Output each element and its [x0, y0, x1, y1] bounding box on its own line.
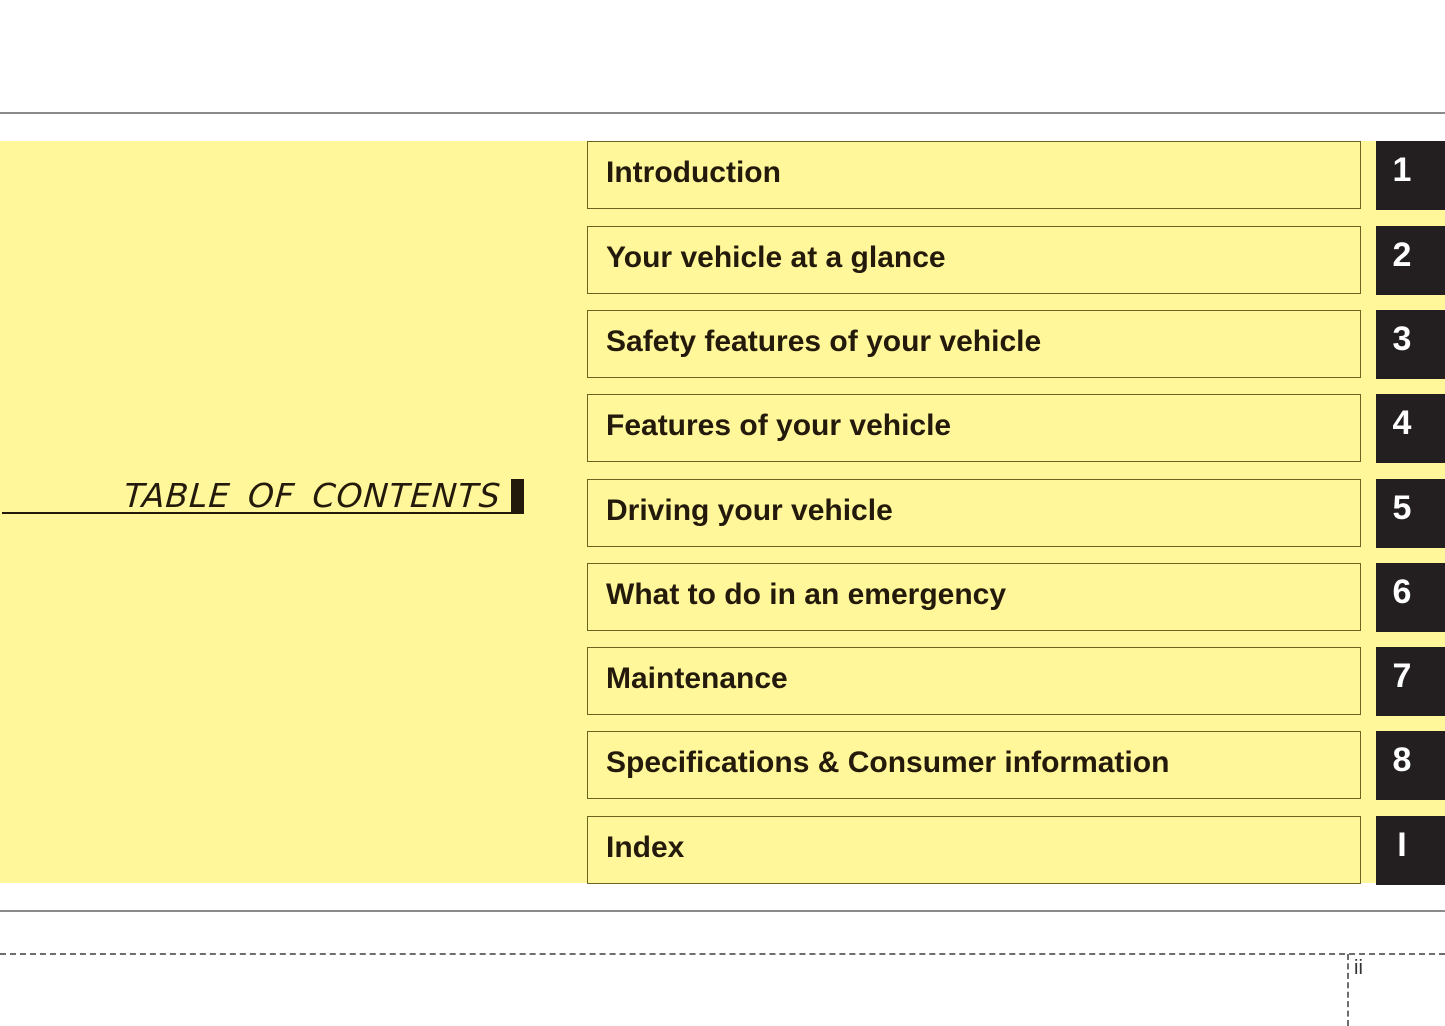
toc-row-maintenance[interactable]	[587, 647, 1445, 715]
chapter-number: 4	[1392, 404, 1412, 442]
toc-row-emergency[interactable]	[587, 563, 1445, 631]
chapter-tab[interactable]	[1376, 310, 1445, 379]
toc-row-introduction[interactable]	[587, 141, 1445, 209]
toc-heading-text: TABLE OF CONTENTS	[122, 476, 503, 515]
chapter-tab[interactable]	[1376, 647, 1445, 716]
chapter-number: 6	[1392, 573, 1412, 611]
chapter-number: 2	[1392, 236, 1412, 274]
toc-label-box[interactable]	[587, 310, 1361, 378]
toc-label: Specifications & Consumer information	[606, 746, 1170, 779]
toc-row-driving[interactable]	[587, 479, 1445, 547]
crop-mark-vertical	[1347, 954, 1349, 1026]
toc-label-box[interactable]	[587, 141, 1361, 209]
toc-label: What to do in an emergency	[606, 578, 1007, 611]
toc-row-index[interactable]	[587, 816, 1445, 884]
chapter-number: 7	[1392, 657, 1412, 695]
toc-label: Driving your vehicle	[606, 494, 893, 527]
chapter-tab[interactable]	[1376, 394, 1445, 463]
crop-mark-horizontal	[0, 953, 1445, 955]
toc-label: Features of your vehicle	[606, 409, 952, 442]
chapter-tab[interactable]	[1376, 226, 1445, 295]
page-number: ii	[1354, 957, 1363, 979]
chapter-tab[interactable]	[1376, 479, 1445, 548]
chapter-tab[interactable]	[1376, 563, 1445, 632]
toc-label: Index	[606, 831, 685, 864]
chapter-tab[interactable]	[1376, 731, 1445, 800]
bottom-rule	[0, 910, 1445, 912]
toc-label: Safety features of your vehicle	[606, 325, 1042, 358]
toc-row-specifications[interactable]	[587, 731, 1445, 799]
toc-heading-marker	[511, 479, 524, 514]
chapter-number: 3	[1392, 320, 1412, 358]
toc-label-box[interactable]	[587, 394, 1361, 462]
top-rule	[0, 112, 1445, 114]
toc-label: Introduction	[606, 156, 781, 189]
toc-label: Your vehicle at a glance	[606, 241, 946, 274]
chapter-tab[interactable]	[1376, 141, 1445, 210]
toc-row-vehicle-at-a-glance[interactable]	[587, 226, 1445, 294]
chapter-number: 5	[1392, 489, 1412, 527]
toc-row-features[interactable]	[587, 394, 1445, 462]
toc-label-box[interactable]	[587, 563, 1361, 631]
toc-heading	[2, 472, 511, 514]
toc-label-box[interactable]	[587, 731, 1361, 799]
chapter-number: 8	[1392, 741, 1412, 779]
chapter-number: I	[1397, 826, 1407, 864]
toc-label-box[interactable]	[587, 226, 1361, 294]
toc-row-safety-features[interactable]	[587, 310, 1445, 378]
chapter-tab[interactable]	[1376, 816, 1445, 885]
toc-label: Maintenance	[606, 662, 788, 695]
toc-label-box[interactable]	[587, 647, 1361, 715]
chapter-number: 1	[1392, 151, 1412, 189]
toc-label-box[interactable]	[587, 816, 1361, 884]
toc-label-box[interactable]	[587, 479, 1361, 547]
